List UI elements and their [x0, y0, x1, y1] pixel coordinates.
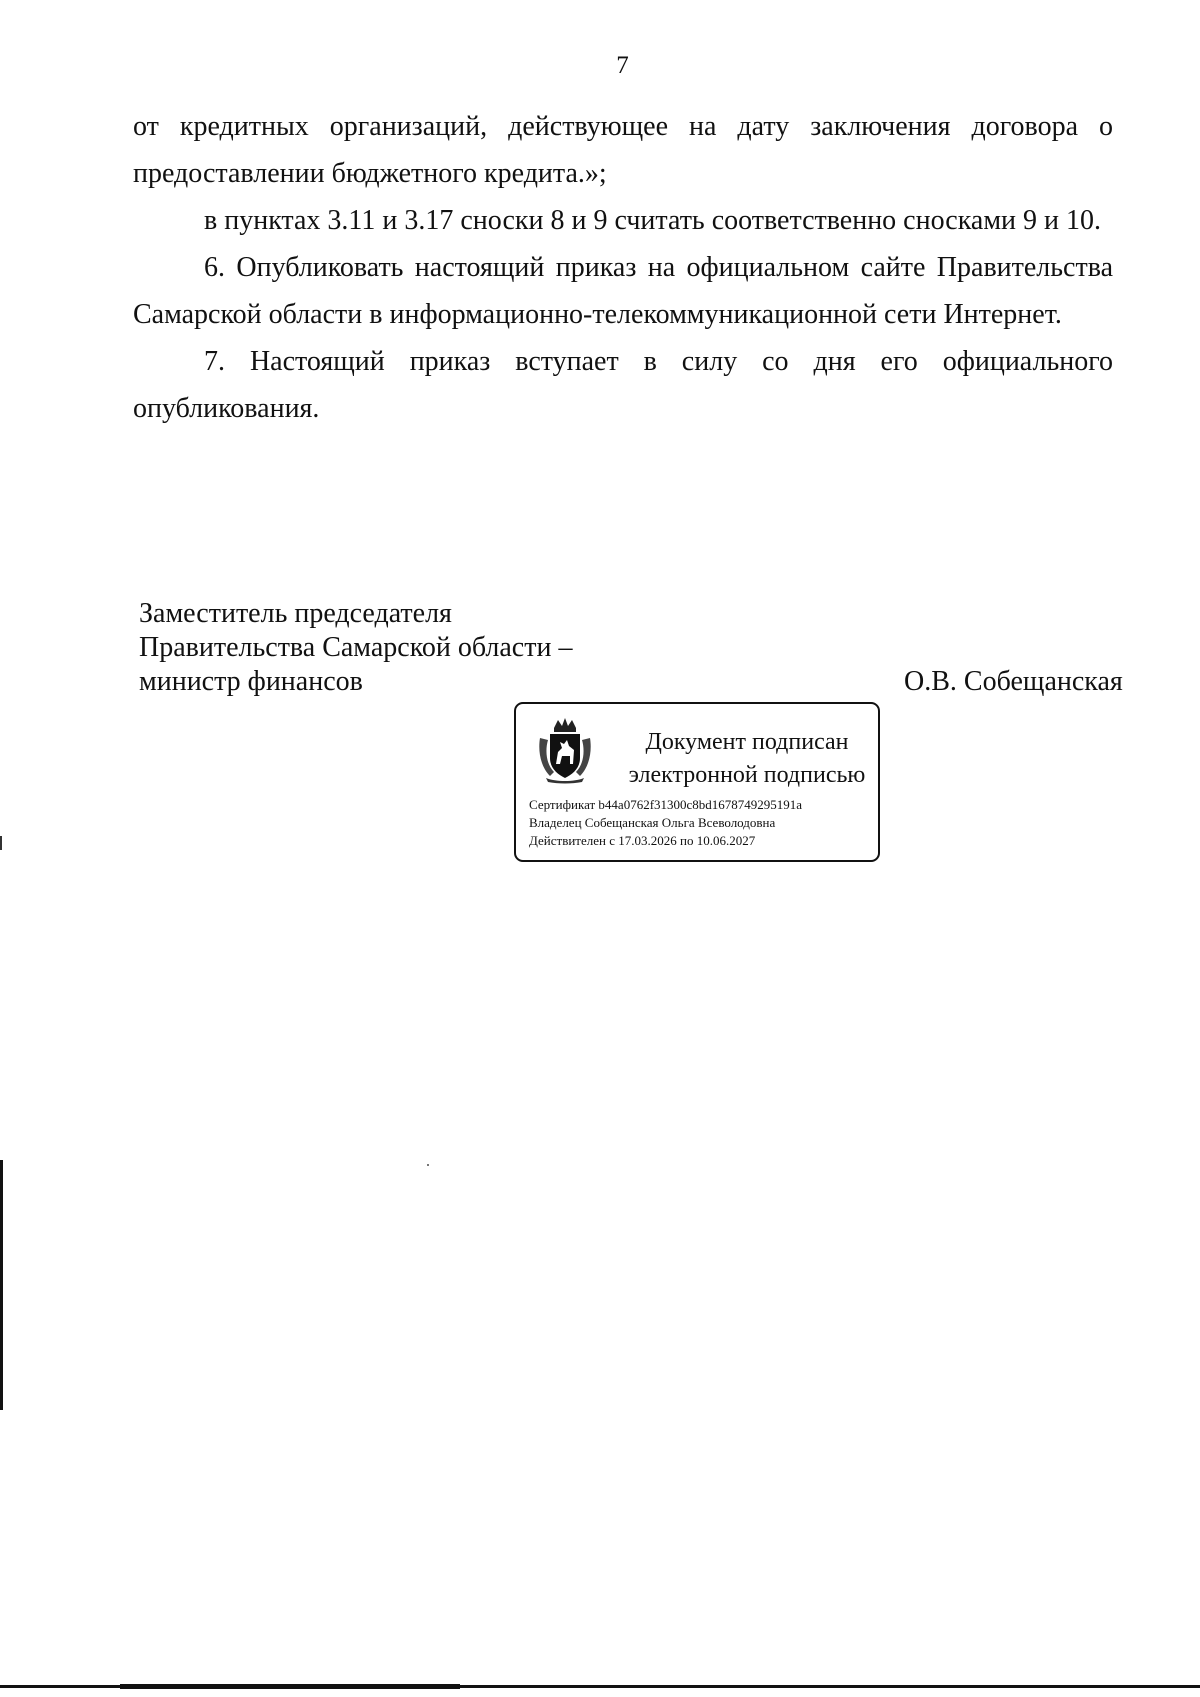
- scan-artifact: [427, 1164, 429, 1166]
- paragraph-item-7: 7. Настоящий приказ вступает в силу со дня его официального опубликования.: [133, 346, 1113, 424]
- position-line: министр финансов: [139, 666, 363, 697]
- stamp-title: [616, 726, 878, 792]
- page-number: 7: [616, 52, 629, 79]
- signatory-name: О.В. Собещанская: [904, 666, 1123, 697]
- samara-coat-of-arms-icon: [536, 716, 594, 784]
- scan-bottom-edge: [120, 1684, 460, 1689]
- certificate-validity: Действителен с 17.03.2026 по 10.06.2027: [529, 833, 756, 848]
- position-line: Заместитель председателя: [139, 598, 452, 629]
- scan-artifact: [0, 836, 2, 850]
- stamp-title-line: Документ подписан: [645, 729, 849, 755]
- document-body: [133, 103, 1113, 432]
- paragraph-footnotes: в пунктах 3.11 и 3.17 сноски 8 и 9 считать соответственно сносками 9 и 10.: [204, 205, 1102, 236]
- stamp-title-line: электронной подписью: [628, 762, 866, 788]
- signatory-position: [139, 597, 572, 699]
- certificate-number: Сертификат b44a0762f31300c8bd1678749295191a: [529, 797, 803, 812]
- paragraph-item-6: 6. Опубликовать настоящий приказ на официальном сайте Правительства Самарской области в информационно-телекоммуникационной сети Интернет.: [133, 252, 1113, 330]
- stamp-details: [529, 796, 802, 850]
- scan-artifact: [0, 1160, 3, 1410]
- electronic-signature-stamp: [514, 702, 880, 862]
- position-line: Правительства Самарской области –: [139, 632, 573, 663]
- paragraph-continuation: от кредитных организаций, действующее на дату заключения договора о предоставлении бюджетного кредита.»;: [133, 111, 1113, 189]
- certificate-owner: Владелец Собещанская Ольга Всеволодовна: [529, 815, 776, 830]
